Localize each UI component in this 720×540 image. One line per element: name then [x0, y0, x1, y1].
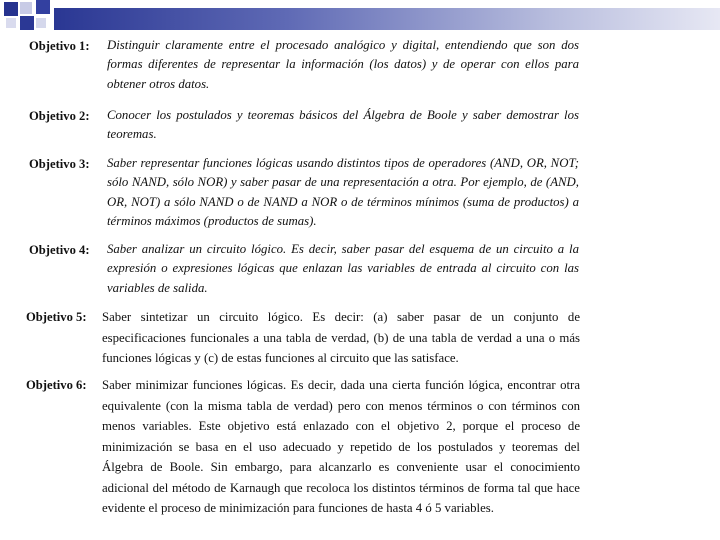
objective-text: Conocer los postulados y teoremas básicos del Álgebra de Boole y saber demostrar los teoremas. — [107, 108, 579, 142]
decor-square — [36, 0, 50, 14]
objective-label: Objetivo 3: — [29, 157, 90, 171]
objective-label: Objetivo 6: — [26, 378, 87, 392]
objective-text: Saber analizar un circuito lógico. Es decir, saber pasar del esquema de un circuito a la expresión o expresiones lógicas que enlazan las variables de entrada al circuito con las variables de salida. — [107, 242, 579, 295]
decor-square — [20, 16, 34, 30]
decor-square — [36, 18, 46, 28]
objective-text: Distinguir claramente entre el procesado analógico y digital, entendiendo que son dos formas diferentes de representar la información (los datos) y de operar con ellos para obtener otros datos. — [107, 38, 579, 91]
objective-label: Objetivo 5: — [26, 310, 87, 324]
objective-label: Objetivo 1: — [29, 39, 90, 53]
objective-text: Saber representar funciones lógicas usando distintos tipos de operadores (AND, OR, NOT; sólo NAND, sólo NOR) y saber pasar de una representación a otra. Por ejemplo, de (AND, OR, NOT) a sólo NAND o de NAND a NOR o de términos mínimos (suma de productos) a términos máximos (productos de sumas). — [107, 156, 579, 229]
decor-square — [4, 2, 18, 16]
decor-square — [6, 18, 16, 28]
objective-text: Saber minimizar funciones lógicas. Es decir, dada una cierta función lógica, encontrar otra equivalente (con la misma tabla de verdad) pero con menos términos o con términos con menos variables. Este objetivo está enlazado con el objetivo 2, porque el proceso de minimización se basa en el uso adecuado y repetido de los postulados y teoremas del Álgebra de Boole. Sin embargo, para alcanzarlo es conveniente usar el conocimiento adicional del método de Karnaugh que recoloca los distintos términos de forma tal que hace evidente el proceso de minimización para funciones de hasta 4 ó 5 variables. — [102, 378, 580, 515]
objective-text: Saber sintetizar un circuito lógico. Es decir: (a) saber pasar de un conjunto de especificaciones funcionales a una tabla de verdad, (b) de una tabla de verdad a una o más funciones lógicas y (c) de estas funciones al circuito que las satisface. — [102, 310, 580, 365]
header-gradient-bar — [54, 8, 720, 30]
objective-label: Objetivo 4: — [29, 243, 90, 257]
decor-square — [20, 2, 32, 14]
objective-label: Objetivo 2: — [29, 109, 90, 123]
